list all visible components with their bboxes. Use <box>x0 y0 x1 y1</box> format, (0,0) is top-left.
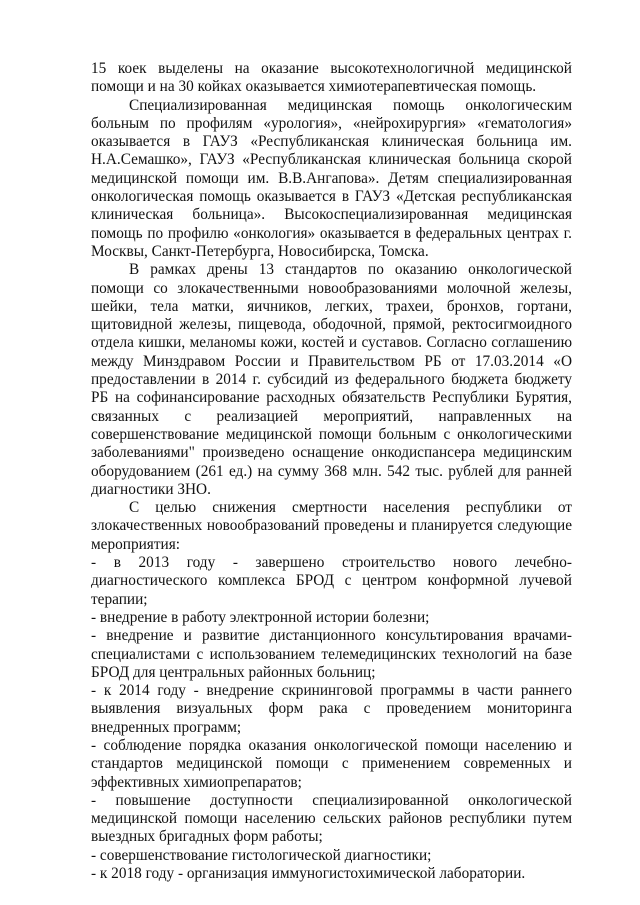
paragraph-measures-intro: С целью снижения смертности населения республики от злокачественных новообразований проведены и планируется следующие мероприятия: <box>91 499 572 553</box>
list-item: - повышение доступности специализированной онкологической медицинской помощи населению сельских районов республики путем выездных бригадных форм работы; <box>91 791 572 846</box>
paragraph-specialized-care: Специализированная медицинская помощь онкологическим больным по профилям «урология», «нейрохирургия» «гематология» оказывается в ГАУЗ «Республиканская клиническая больница им. Н.А.Семашко», ГАУЗ «Республиканская клиническая больница скорой медицинской помощи им. В.В.Ангапова». Детям специализированная онкологическая помощь оказывается в ГАУЗ «Детская республиканская клиническая больница». Высокоспециализированная медицинская помощь по профилю «онкология» оказывается в федеральных центрах г. Москвы, Санкт-Петербурга, Новосибирска, Томска. <box>91 96 572 260</box>
paragraph-continuation: 15 коек выделены на оказание высокотехнологичной медицинской помощи и на 30 койках оказывается химиотерапевтическая помощь. <box>91 60 572 96</box>
paragraph-standards-equipment: В рамках дрены 13 стандартов по оказанию онкологической помощи со злокачественными новообразованиями молочной железы, шейки, тела матки, яичников, легких, трахеи, бронхов, гортани, щитовидной железы, пищевода, ободочной, прямой, ректосигмоидного отдела кишки, меланомы кожи, костей и суставов. Согласно соглашению между Минздравом России и Правительством РБ от 17.03.2014 «О предоставлении в 2014 г. субсидий из федерального бюджета бюджету РБ на софинансирование расходных обязательств Республики Бурятия, связанных с реализацией мероприятий, направленных на совершенствование медицинской помощи больным с онкологическими заболеваниями" произведено оснащение онкодиспансера медицинским оборудованием (261 ед.) на сумму 368 млн. 542 тыс. рублей для ранней диагностики ЗНО. <box>91 261 572 498</box>
list-item: - к 2018 году - организация иммуногистохимической лаборатории. <box>91 865 526 883</box>
list-item: - внедрение и развитие дистанционного консультирования врачами-специалистами с использованием телемедицинских технологий на базе БРОД для центральных районных больниц; <box>91 627 572 681</box>
list-item: - в 2013 году - завершено строительство нового лечебно-диагностического комплекса БРОД с центром конформной лучевой терапии; <box>91 554 572 608</box>
document-page <box>91 60 572 883</box>
list-item: - к 2014 году - внедрение скрининговой программы в части раннего выявления визуальных форм рака с проведением мониторинга внедренных программ; <box>91 682 572 736</box>
list-item: - внедрение в работу электронной истории болезни; <box>91 608 430 626</box>
list-item: - соблюдение порядка оказания онкологической помощи населению и стандартов медицинской помощи с применением современных и эффективных химиопрепаратов; <box>91 736 572 791</box>
list-item: - совершенствование гистологической диагностики; <box>91 846 432 864</box>
